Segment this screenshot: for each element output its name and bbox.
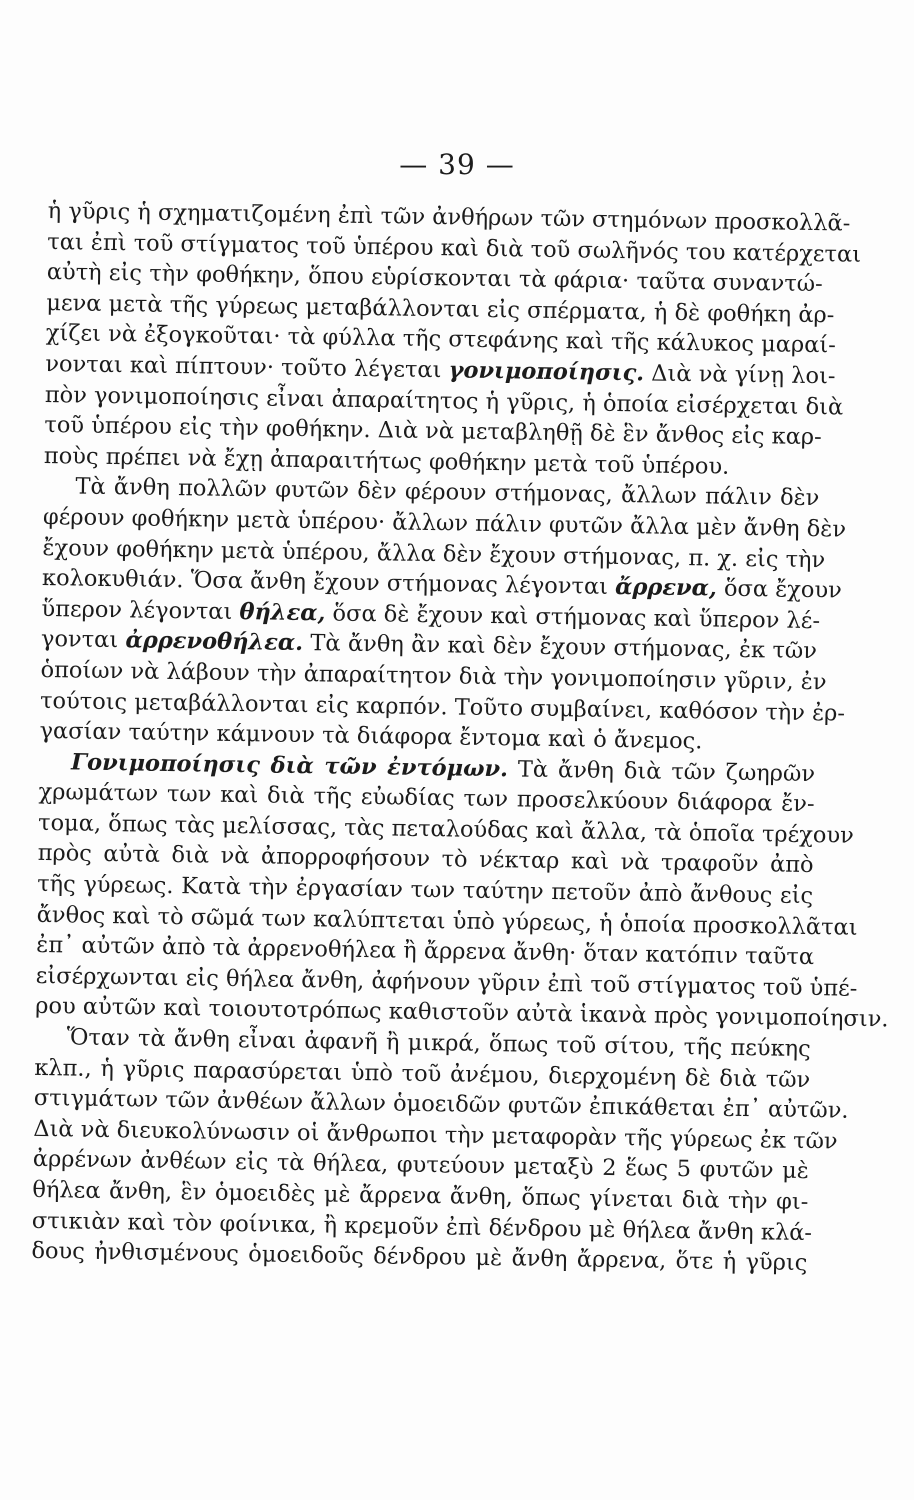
- text-line: ἄνθος καὶ τὸ σῶμά των καλύπτεται ὑπὸ γύρεως, ἡ ὁποία προσκολλᾶται: [36, 901, 858, 941]
- text-line: γασίαν ταύτην κάμνουν τὰ διάφορα ἔντομα καὶ ὁ ἄνεμος.: [39, 718, 703, 755]
- emphasized-term: ἄρρενα,: [614, 574, 718, 602]
- text-line: πὸν γονιμοποίησις εἶναι ἀπαραίτητος ἡ γῦρις, ἡ ὁποία εἰσέρχεται διὰ: [44, 381, 844, 421]
- page-number: — 39 —: [399, 148, 515, 181]
- text-line: ποὺς πρέπει νὰ ἔχῃ ἀπαραιτήτως φοθήκην μετὰ τοῦ ὑπέρου.: [43, 442, 730, 480]
- text-line: ἐπ᾽ αὐτῶν ἀπὸ τὰ ἀρρενοθήλεα ἢ ἄρρενα ἄνθη· ὅταν κατόπιν ταῦτα: [36, 932, 815, 971]
- text-line: ἀρρένων ἀνθέων εἰς τὰ θήλεα, φυτεύουν μεταξὺ 2 ἕως 5 φυτῶν μὲ: [32, 1146, 809, 1185]
- text-line: ται ἐπὶ τοῦ στίγματος τοῦ ὑπέρου καὶ διὰ τοῦ σωλῆνός του κατέρχεται: [47, 228, 862, 268]
- text-line: ὁποίων νὰ λάβουν τὴν ἀπαραίτητον διὰ τὴν γονιμοποίησιν γῦριν, ἐν: [40, 656, 827, 696]
- text-line: θήλεα ἄνθη, ἓν ὁμοειδὲς μὲ ἄρρενα ἄνθη, ὅπως γίνεται διὰ τὴν φι-: [32, 1176, 809, 1216]
- emphasized-term: ἀρρενοθήλεα.: [125, 627, 304, 657]
- text-line: φέρουν φοθήκην μετὰ ὑπέρου· ἄλλων πάλιν φυτῶν ἄλλα μὲν ἄνθη δὲν: [42, 503, 847, 543]
- text-line: τοῦ ὑπέρου εἰς τὴν φοθήκην. Διὰ νὰ μεταβληθῇ δὲ ἓν ἄνθος εἰς καρ-: [44, 412, 822, 451]
- text-run: ὕπερον λέγονται: [41, 595, 240, 625]
- text-line: δους ἠνθισμένους ὁμοειδοῦς δένδρου μὲ ἄνθη ἄρρενα, ὅτε ἡ γῦρις: [31, 1238, 808, 1277]
- text-line: ἔχουν φοθήκην μετὰ ὑπέρου, ἄλλα δὲν ἔχουν στήμονας, π. χ. εἰς τὴν: [42, 534, 826, 573]
- text-line: ἡ γῦρις ἡ σχηματιζομένη ἐπὶ τῶν ἀνθήρων τῶν στημόνων προσκολλᾶ-: [47, 197, 851, 237]
- text-line: στιγμάτων τῶν ἀνθέων ἄλλων ὁμοειδῶν φυτῶν ἐπικάθεται ἐπ᾽ αὐτῶν.: [33, 1085, 849, 1124]
- emphasized-term: γονιμοποίησις.: [448, 357, 645, 387]
- text-line: τῆς γύρεως. Κατὰ τὴν ἐργασίαν των ταύτην πετοῦν ἀπὸ ἄνθους εἰς: [36, 870, 814, 910]
- text-line: ρου αὐτῶν καὶ τοιουτοτρόπως καθιστοῦν αὐτὰ ἱκανὰ πρὸς γονιμοποίησιν.: [35, 993, 889, 1033]
- text-line: εἰσέρχωνται εἰς θήλεα ἄνθη, ἀφήνουν γῦριν ἐπὶ τοῦ στίγματος τοῦ ὑπέ-: [35, 962, 858, 1002]
- text-line: τομα, ὅπως τὰς μελίσσας, τὰς πεταλούδας καὶ ἄλλα, τὰ ὁποῖα τρέχουν: [37, 809, 855, 849]
- text-run: Τὰ ἄνθη ἂν καὶ δὲν ἔχουν στήμονας, ἐκ τῶν: [302, 630, 818, 665]
- text-line: πρὸς αὐτὰ διὰ νὰ ἀπορροφήσουν τὸ νέκταρ καὶ νὰ τραφοῦν ἀπὸ: [37, 840, 814, 879]
- text-run: κολοκυθιάν. Ὅσα ἄνθη ἔχουν στήμονας λέγονται: [41, 565, 616, 601]
- body-text: [31, 196, 889, 1279]
- text-line: χρωμάτων των καὶ διὰ τῆς εὐωδίας των προσελκύουν διάφορα ἔν-: [38, 779, 815, 818]
- emphasized-term: θήλεα,: [239, 598, 326, 627]
- text-line: μενα μετὰ τῆς γύρεως μεταβάλλονται εἰς σπέρματα, ἡ δὲ φοθήκη ἀρ-: [46, 289, 835, 329]
- text-line: Διὰ νὰ διευκολύνωσιν οἱ ἄνθρωποι τὴν μεταφορὰν τῆς γύρεως ἐκ τῶν: [33, 1115, 838, 1155]
- text-line: κλπ., ἡ γῦρις παρασύρεται ὑπὸ τοῦ ἀνέμου, διερχομένη δὲ διὰ τῶν: [34, 1054, 811, 1093]
- text-line: αὐτὴ εἰς τὴν φοθήκην, ὅπου εὑρίσκονται τὰ φάρια· ταῦτα συναντώ-: [46, 259, 823, 298]
- text-line: στικιὰν καὶ τὸν φοίνικα, ἢ κρεμοῦν ἐπὶ δένδρου μὲ θήλεα ἄνθη κλά-: [31, 1207, 813, 1246]
- text-run: γονται: [40, 626, 126, 654]
- emphasized-term: Γονιμοποίησις διὰ τῶν ἐντόμων.: [70, 749, 509, 782]
- text-line: Τὰ ἄνθη πολλῶν φυτῶν δὲν φέρουν στήμονας, ἄλλων πάλιν δὲν: [75, 473, 820, 512]
- text-run: ὅσα ἔχουν: [716, 575, 843, 604]
- text-line: χίζει νὰ ἐξογκοῦται· τὰ φύλλα τῆς στεφάνης καὶ τῆς κάλυκος μαραί-: [45, 320, 837, 359]
- text-line: τούτοις μεταβάλλονται εἰς καρπόν. Τοῦτο συμβαίνει, καθόσον τὴν ἐρ-: [39, 687, 846, 727]
- text-line: Ὅταν τὰ ἄνθη εἶναι ἀφανῆ ἢ μικρά, ὅπως τοῦ σίτου, τῆς πεύκης: [66, 1024, 811, 1063]
- text-run: Τὰ ἄνθη διὰ τῶν ζωηρῶν: [507, 755, 816, 787]
- text-run: νονται καὶ πίπτουν· τοῦτο λέγεται: [45, 350, 449, 384]
- text-run: ὅσα δὲ ἔχουν καὶ στήμονας καὶ ὕπερον λέ-: [325, 600, 821, 634]
- text-run: Διὰ νὰ γίνῃ λοι-: [643, 360, 836, 390]
